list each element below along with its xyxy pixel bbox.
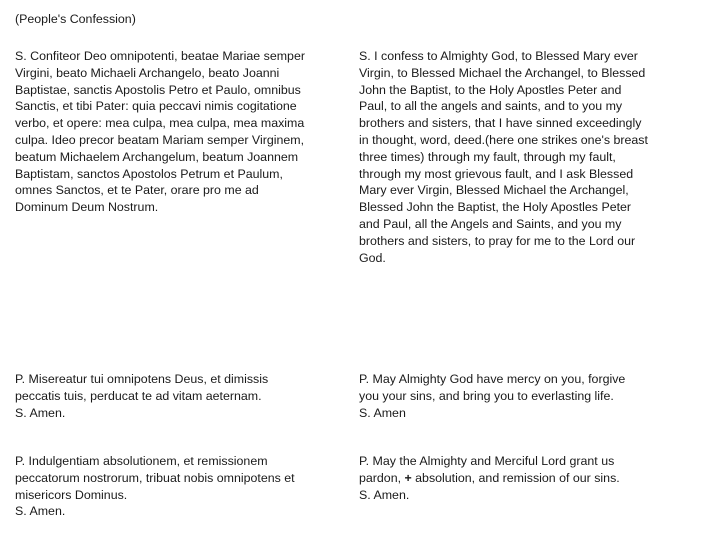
confiteor-latin: S. Confiteor Deo omnipotenti, beatae Mariae semper Virgini, beato Michaeli Archangelo, beato Joanni Baptistae, sanctis Apostolis Petro et Paulo, omnibus Sanctis, et tibi Pater: quia peccavi nimis cogitatione verbo, et opere: mea culpa, mea culpa, mea maxima culpa. Ideo precor beatam Mariam semper Virginem, beatum Michaelem Archangelum, beatum Joannem Baptistam, sanctos Apostolos Petrum et Paulum, omnes Sanctos, et te Pater, orare pro me ad Dominum Deum Nostrum.: [15, 49, 305, 215]
page-heading: (People's Confession): [15, 12, 136, 26]
indulgentiam-english-text-start: P. May the Almighty and Merciful Lord grant us pardon,: [359, 454, 615, 485]
indulgentiam-english-text-end: absolution, and remission of our sins. S. Amen.: [359, 470, 620, 502]
indulgentiam-english: [359, 453, 699, 503]
misereatur-english: P. May Almighty God have mercy on you, forgive you your sins, and bring you to everlasting life. S. Amen: [359, 372, 626, 420]
misereatur-latin: P. Misereatur tui omnipotens Deus, et dimissis peccatis tuis, perducat te ad vitam aeternam. S. Amen.: [15, 372, 269, 420]
confiteor-english: S. I confess to Almighty God, to Blessed Mary ever Virgin, to Blessed Michael the Archangel, to Blessed John the Baptist, to the Holy Apostles Peter and Paul, to all the angels and saints, and to you my brothers and sisters, that I have sinned exceedingly in thought, word, deed.(here one strikes one's breast three times) through my fault, through my fault, through my most grievous fault, and I ask Blessed Mary ever Virgin, Blessed Michael the Archangel, Blessed John the Baptist, the Holy Apostles Peter and Paul, all the Angels and Saints, and you my brothers and sisters, to pray for me to the Lord our God.: [359, 49, 648, 265]
indulgentiam-latin: P. Indulgentiam absolutionem, et remissionem peccatorum nostrorum, tribuat nobis omnipotens et misericors Dominus. S. Amen.: [15, 454, 295, 519]
sign-of-cross-mark: +: [404, 470, 412, 485]
